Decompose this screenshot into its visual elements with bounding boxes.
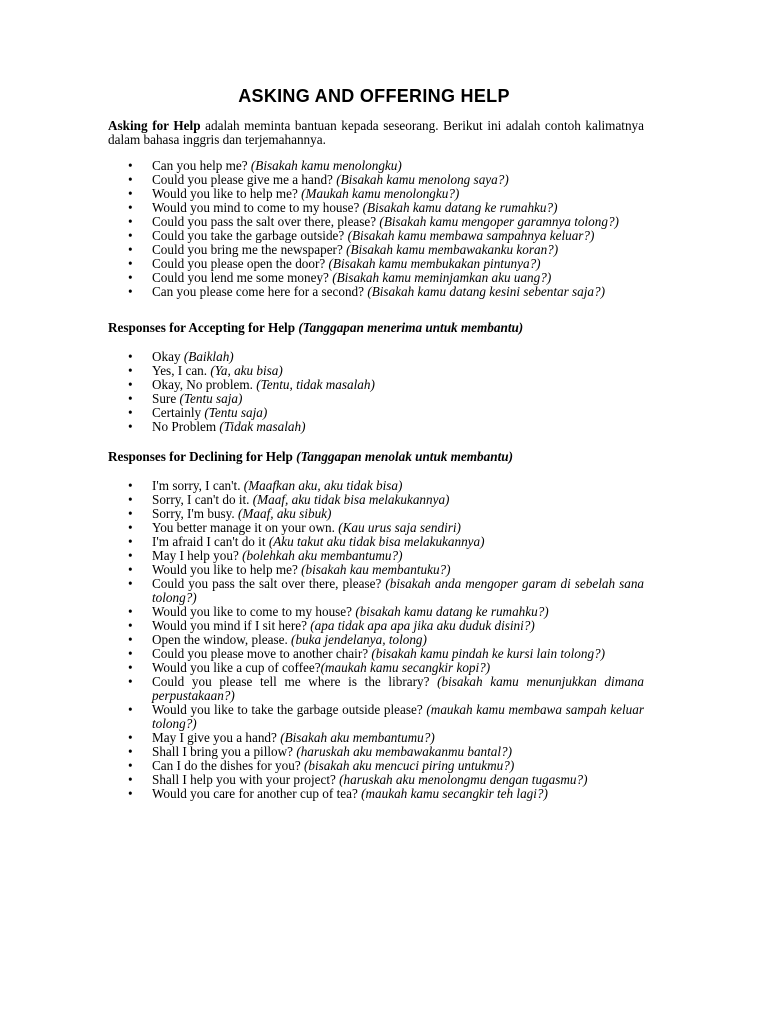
list-item [108, 271, 644, 285]
phrase-id: (bisakah anda mengoper garam di sebelah sana tolong?) [152, 576, 645, 605]
list-item [108, 215, 644, 229]
phrase-id: (haruskah aku menolongmu dengan tugasmu?) [339, 772, 588, 787]
list-item [108, 479, 644, 493]
phrase-en: Could you pass the salt over there, please? [152, 214, 380, 229]
phrase-id: (Bisakah kamu membawakanku koran?) [346, 242, 559, 257]
list-item [108, 350, 644, 364]
list-item [108, 507, 644, 521]
list-item [108, 605, 644, 619]
phrase-id: (Bisakah kamu datang ke rumahku?) [362, 200, 558, 215]
phrase-id: (Baiklah) [183, 349, 234, 364]
phrase-en: Would you like to take the garbage outside please? [152, 702, 427, 717]
phrase-en: Would you like to help me? [152, 562, 302, 577]
declining-list [108, 479, 644, 801]
intro-term: Asking for Help [108, 118, 201, 133]
declining-heading: Responses for Declining for Help (Tanggapan menolak untuk membantu) [108, 449, 513, 464]
phrase-id: (Maafkan aku, aku tidak bisa) [243, 478, 403, 493]
phrase-en: May I give you a hand? [152, 730, 281, 745]
list-item [108, 159, 644, 173]
list-item [108, 549, 644, 563]
list-item [108, 633, 644, 647]
phrase-en: Okay, No problem. [152, 377, 257, 392]
accepting-heading: Responses for Accepting for Help (Tanggapan menerima untuk membantu) [108, 320, 524, 335]
phrase-en: Yes, I can. [152, 363, 211, 378]
phrase-id: (Tentu, tidak masalah) [256, 377, 375, 392]
phrase-id: (Aku takut aku tidak bisa melakukannya) [268, 534, 485, 549]
list-item [108, 731, 644, 745]
phrase-en: May I help you? [152, 548, 243, 563]
phrase-en: Would you like to help me? [152, 186, 302, 201]
list-item [108, 577, 644, 605]
phrase-en: Certainly [152, 405, 205, 420]
phrase-en: I'm sorry, I can't. [152, 478, 244, 493]
list-item [108, 647, 644, 661]
phrase-id: (Bisakah kamu datang kesini sebentar saja?) [367, 284, 606, 299]
list-item [108, 759, 644, 773]
list-item [108, 173, 644, 187]
phrase-id: (bisakah kau membantuku?) [301, 562, 451, 577]
phrase-id: (bolehkah aku membantumu?) [242, 548, 403, 563]
phrase-id: (bisakah kamu menunjukkan dimana perpustakaan?) [152, 674, 644, 703]
phrase-id: (haruskah aku membawakanmu bantal?) [296, 744, 513, 759]
phrase-id: (bisakah kamu pindah ke kursi lain tolong?) [371, 646, 606, 661]
phrase-en: Shall I help you with your project? [152, 772, 340, 787]
list-item [108, 201, 644, 215]
list-item [108, 787, 644, 801]
phrase-id: (Maaf, aku sibuk) [238, 506, 332, 521]
phrase-en: Could you please move to another chair? [152, 646, 372, 661]
document-body [108, 119, 644, 801]
phrase-en: Would you like a cup of coffee? [152, 660, 321, 675]
phrase-en: Can you please come here for a second? [152, 284, 368, 299]
list-item [108, 703, 644, 731]
list-item [108, 406, 644, 420]
phrase-en: Could you please give me a hand? [152, 172, 337, 187]
phrase-en: Would you mind if I sit here? [152, 618, 311, 633]
list-item [108, 285, 644, 299]
phrase-id: (Tidak masalah) [219, 419, 306, 434]
phrase-en: Could you bring me the newspaper? [152, 242, 347, 257]
list-item [108, 243, 644, 257]
list-item [108, 392, 644, 406]
phrase-en: Could you take the garbage outside? [152, 228, 348, 243]
phrase-id: (maukah kamu membawa sampah keluar tolong?) [152, 702, 644, 731]
phrase-id: (Bisakah kamu membawa sampahnya keluar?) [347, 228, 595, 243]
phrase-en: You better manage it on your own. [152, 520, 339, 535]
phrase-en: Could you lend me some money? [152, 270, 333, 285]
phrase-id: (Bisakah kamu menolongku) [250, 158, 402, 173]
phrase-id: (Bisakah kamu meminjamkan aku uang?) [332, 270, 552, 285]
phrase-id: (Maukah kamu menolongku?) [301, 186, 460, 201]
phrase-en: Would you care for another cup of tea? [152, 786, 362, 801]
page-title: ASKING AND OFFERING HELP [238, 86, 510, 106]
phrase-en: Open the window, please. [152, 632, 292, 647]
list-item [108, 257, 644, 271]
list-item [108, 535, 644, 549]
phrase-en: I'm afraid I can't do it [152, 534, 269, 549]
phrase-id: (buka jendelanya, tolong) [291, 632, 427, 647]
list-item [108, 773, 644, 787]
phrase-id: (Maaf, aku tidak bisa melakukannya) [252, 492, 450, 507]
phrase-en: Sorry, I can't do it. [152, 492, 253, 507]
phrase-id: (Tentu saja) [179, 391, 243, 406]
phrase-en: Can you help me? [152, 158, 251, 173]
phrase-id: (maukah kamu secangkir kopi?) [320, 660, 491, 675]
phrase-id: (Bisakah kamu menolong saya?) [336, 172, 509, 187]
list-item [108, 563, 644, 577]
phrase-en: Would you like to come to my house? [152, 604, 356, 619]
phrase-en: Could you pass the salt over there, please? [152, 576, 386, 591]
list-item [108, 364, 644, 378]
phrase-en: Would you mind to come to my house? [152, 200, 363, 215]
phrase-id: (maukah kamu secangkir teh lagi?) [361, 786, 548, 801]
phrase-en: No Problem [152, 419, 220, 434]
phrase-en: Okay [152, 349, 184, 364]
phrase-id: (Kau urus saja sendiri) [338, 520, 461, 535]
list-item [108, 378, 644, 392]
list-item [108, 661, 644, 675]
list-item [108, 521, 644, 535]
phrase-en: Shall I bring you a pillow? [152, 744, 297, 759]
phrase-id: (Ya, aku bisa) [210, 363, 283, 378]
phrase-id: (Bisakah aku membantumu?) [280, 730, 435, 745]
phrase-id: (Bisakah kamu mengoper garamnya tolong?) [379, 214, 619, 229]
intro-paragraph [108, 119, 644, 147]
phrase-en: Can I do the dishes for you? [152, 758, 304, 773]
list-item [108, 229, 644, 243]
list-item [108, 745, 644, 759]
phrase-id: (Tentu saja) [204, 405, 268, 420]
list-item [108, 675, 644, 703]
phrase-en: Could you please open the door? [152, 256, 329, 271]
list-item [108, 493, 644, 507]
phrase-en: Sure [152, 391, 180, 406]
list-item [108, 619, 644, 633]
phrase-id: (Bisakah kamu membukakan pintunya?) [328, 256, 541, 271]
phrase-id: (bisakah kamu datang ke rumahku?) [355, 604, 549, 619]
asking-list [108, 159, 644, 299]
phrase-id: (apa tidak apa apa jika aku duduk disini?) [310, 618, 535, 633]
phrase-id: (bisakah aku mencuci piring untukmu?) [304, 758, 515, 773]
phrase-en: Sorry, I'm busy. [152, 506, 239, 521]
intro-text: adalah meminta bantuan kepada seseorang. Berikut ini adalah contoh kalimatnya dalam bahasa inggris dan terjemahannya. [108, 118, 644, 147]
phrase-en: Could you please tell me where is the library? [152, 674, 438, 689]
accepting-list [108, 350, 644, 434]
list-item [108, 187, 644, 201]
list-item [108, 420, 644, 434]
